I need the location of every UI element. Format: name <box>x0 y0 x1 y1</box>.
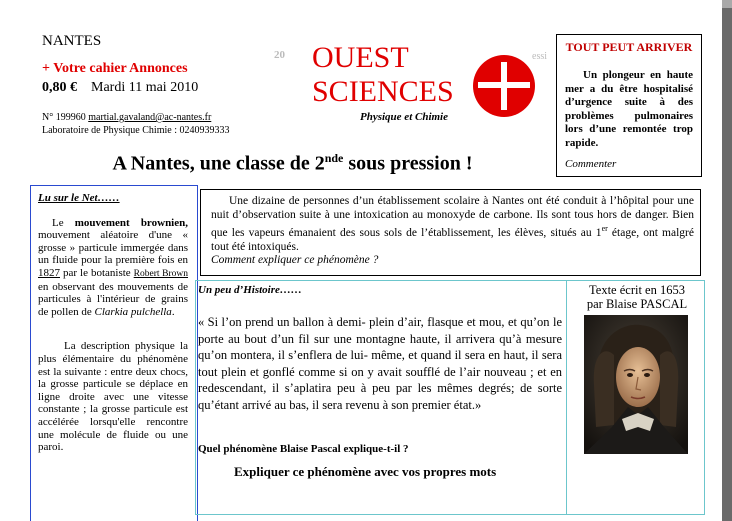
history-question: Quel phénomène Blaise Pascal explique-t-il ? <box>198 443 409 455</box>
intro-article-box: Une dizaine de personnes d’un établissement scolaire à Nantes ont été conduit à l’hôpital pour une nuit d’observation suite à une intoxication au monoxyde de carbone. Ils sont tous hors de danger. Bien que les vapeurs émanaient des sous sols de l’établissement, les élèves, situés au 1er étage, ont malgré tout été intoxiqués. Comment expliquer ce phénomène ? <box>200 189 701 276</box>
brief-body: Un plongeur en haute mer a du être hospitalisé d’urgence suite à des problèmes pulmonaires lors d’une remontée trop rapide. <box>565 69 693 149</box>
blaise-pascal-portrait <box>584 315 688 454</box>
brand-subtitle: Physique et Chimie <box>360 111 448 123</box>
page-shadow <box>722 8 732 521</box>
price: 0,80 € <box>42 80 77 95</box>
page-number: 20 <box>274 49 285 61</box>
price-date-line <box>42 80 198 96</box>
history-section <box>195 280 705 515</box>
section-divider <box>566 281 567 514</box>
comment-link[interactable]: Commenter <box>565 158 617 170</box>
brand-title <box>312 41 454 109</box>
net-article-paragraph-2: La description physique la plus élémentaire du phénomène est la suivante : entre deux chocs, la grosse particule se déplace en ligne droite avec une vitesse constante ; la grosse particule est accélérée lorsqu'elle rencontre une molécule de fluide ou une paroi. <box>38 340 188 454</box>
history-instruction: Expliquer ce phénomène avec vos propres mots <box>234 464 497 479</box>
brief-title: TOUT PEUT ARRIVER <box>565 40 693 54</box>
headline: A Nantes, une classe de 2nde sous pression ! <box>112 151 473 175</box>
lab-contact: Laboratoire de Physique Chimie : 0240939333 <box>42 125 230 136</box>
intro-question: Comment expliquer ce phénomène ? <box>211 254 379 267</box>
pascal-quote: « Si l’on prend un ballon à demi- plein d’air, flasque et mou, et qu’on le porte au bout d’un fil sur une montagne haute, il arrivera qu’à mesure qu’on montera, il s’enflera de lui- même, et quand il sera en haut, il sera tout plein et gonflé comme si on y avait soufflé de l’air nouveau ; et en redescendant, il s’aplatira peu à peu par les mêmes degrés; de sorte qu’étant arrivé au bas, il sera revenu à son premier état.» <box>198 315 562 412</box>
issue-number: N° 199960 <box>42 112 86 123</box>
email-link[interactable]: martial.gavaland@ac-nantes.fr <box>88 112 212 123</box>
contact-line <box>42 112 211 123</box>
faded-text: essi <box>532 51 547 62</box>
masthead-city: NANTES <box>42 33 102 49</box>
issue-date: Mardi 11 mai 2010 <box>91 80 199 95</box>
portrait-caption: Texte écrit en 1653 par Blaise PASCAL <box>586 283 688 311</box>
history-title: Un peu d’Histoire…… <box>198 284 302 296</box>
brand-line-2: SCIENCES <box>312 75 454 108</box>
net-article-paragraph-1: Le mouvement brownien, mouvement aléatoire d'une « grosse » particule immergée dans un fluide pour la première fois en 1827 par le botaniste Robert Brown en observant des mouvements de particules à l'intérieur de grains de pollen de Clarkia pulchella. <box>38 216 189 318</box>
net-article-box <box>30 185 198 521</box>
annonces-link[interactable]: + Votre cahier Annonces <box>42 61 188 76</box>
net-article-title: Lu sur le Net…… <box>38 192 120 204</box>
botanist-link[interactable]: Robert Brown <box>133 268 189 279</box>
newspaper-logo-icon <box>472 54 536 118</box>
brand-line-1: OUEST <box>312 41 409 74</box>
year-link[interactable]: 1827 <box>38 266 60 279</box>
